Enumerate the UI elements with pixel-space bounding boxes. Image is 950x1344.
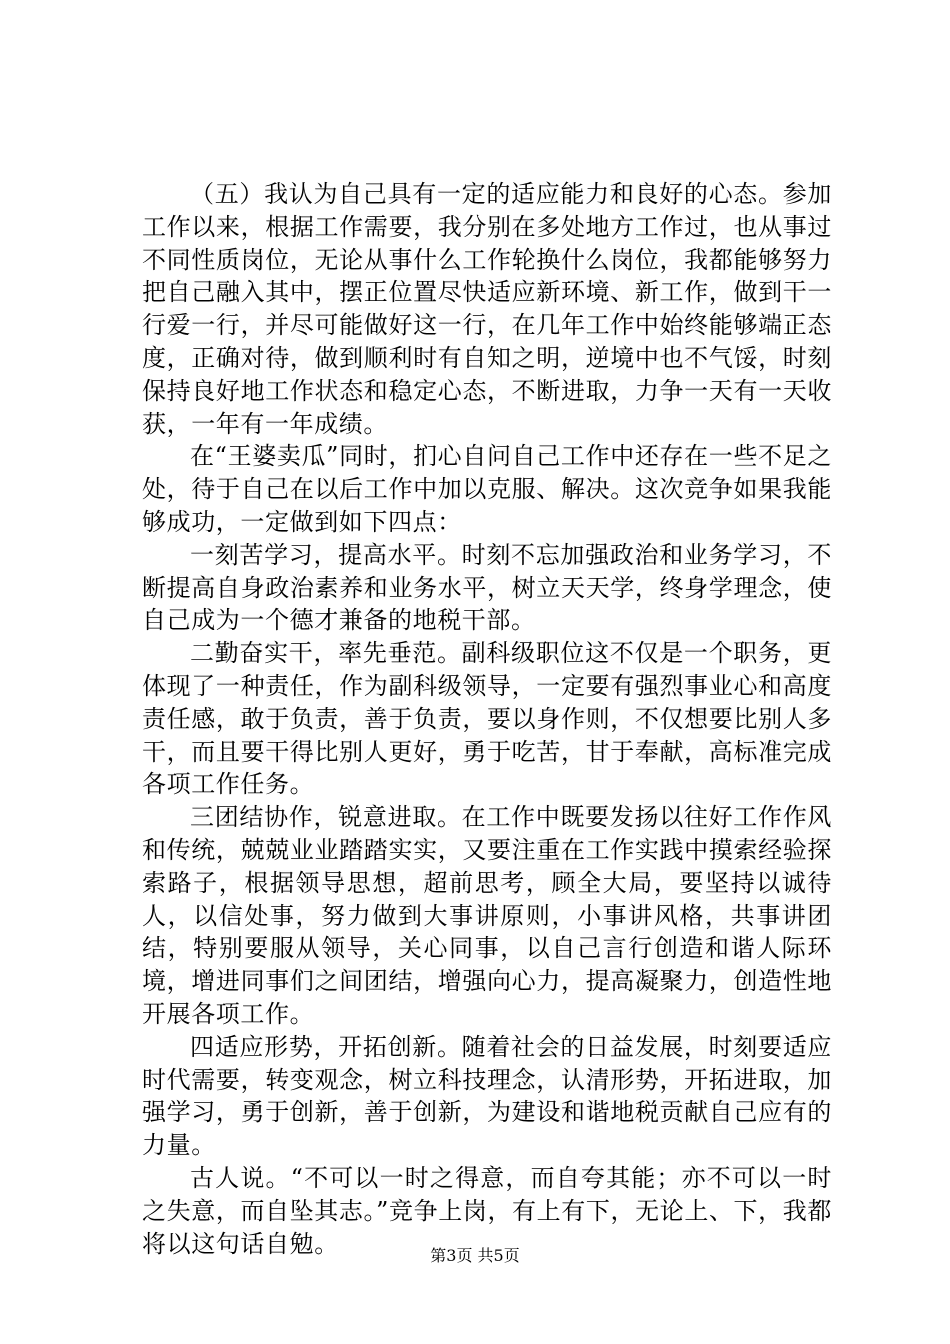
paragraph-point-one: 一刻苦学习，提高水平。时刻不忘加强政治和业务学习，不断提高自身政治素养和业务水平，树立天天学，终身学理念，使自己成为一个德才兼备的地税干部。	[142, 540, 832, 635]
paragraph-closing-quote: 古人说。“不可以一时之得意，而自夸其能；亦不可以一时之失意，而自坠其志。”竞争上岗，有上有下，无论上、下，我都将以这句话自勉。	[142, 1163, 832, 1258]
paragraph-shortcomings: 在“王婆卖瓜”同时，扪心自问自己工作中还存在一些不足之处，待于自己在以后工作中加以克服、解决。这次竞争如果我能够成功，一定做到如下四点：	[142, 442, 832, 536]
paragraph-point-two: 二勤奋实干，率先垂范。副科级职位这不仅是一个职务，更体现了一种责任，作为副科级领导，一定要有强烈事业心和高度责任感，敢于负责，善于负责，要以身作则，不仅想要比别人多干，而且要干得比别人更好，勇于吃苦，甘于奉献，高标准完成各项工作任务。	[142, 639, 832, 799]
page-number-footer: 第3页 共5页	[430, 1246, 520, 1265]
paragraph-point-three: 三团结协作，锐意进取。在工作中既要发扬以往好工作作风和传统，兢兢业业踏踏实实，又要注重在工作实践中摸索经验探索路子，根据领导思想，超前思考，顾全大局，要坚持以诚待人，以信处事，努力做到大事讲原则，小事讲风格，共事讲团结，特别要服从领导，关心同事，以自己言行创造和谐人际环境，增进同事们之间团结，增强向心力，提高凝聚力，创造性地开展各项工作。	[142, 803, 832, 1028]
paragraph-adaptability: （五）我认为自己具有一定的适应能力和良好的心态。参加工作以来，根据工作需要，我分别在多处地方工作过，也从事过不同性质岗位，无论从事什么工作轮换什么岗位，我都能够努力把自己融入其中，摆正位置尽快适应新环境、新工作，做到干一行爱一行，并尽可能做好这一行，在几年工作中始终能够端正态度，正确对待，做到顺利时有自知之明，逆境中也不气馁，时刻保持良好地工作状态和稳定心态，不断进取，力争一天有一天收获，一年有一年成绩。	[142, 180, 832, 438]
paragraph-point-four: 四适应形势，开拓创新。随着社会的日益发展，时刻要适应时代需要，转变观念，树立科技理念，认清形势，开拓进取，加强学习，勇于创新，善于创新，为建设和谐地税贡献自己应有的力量。	[142, 1032, 832, 1160]
document-body	[142, 178, 832, 1260]
